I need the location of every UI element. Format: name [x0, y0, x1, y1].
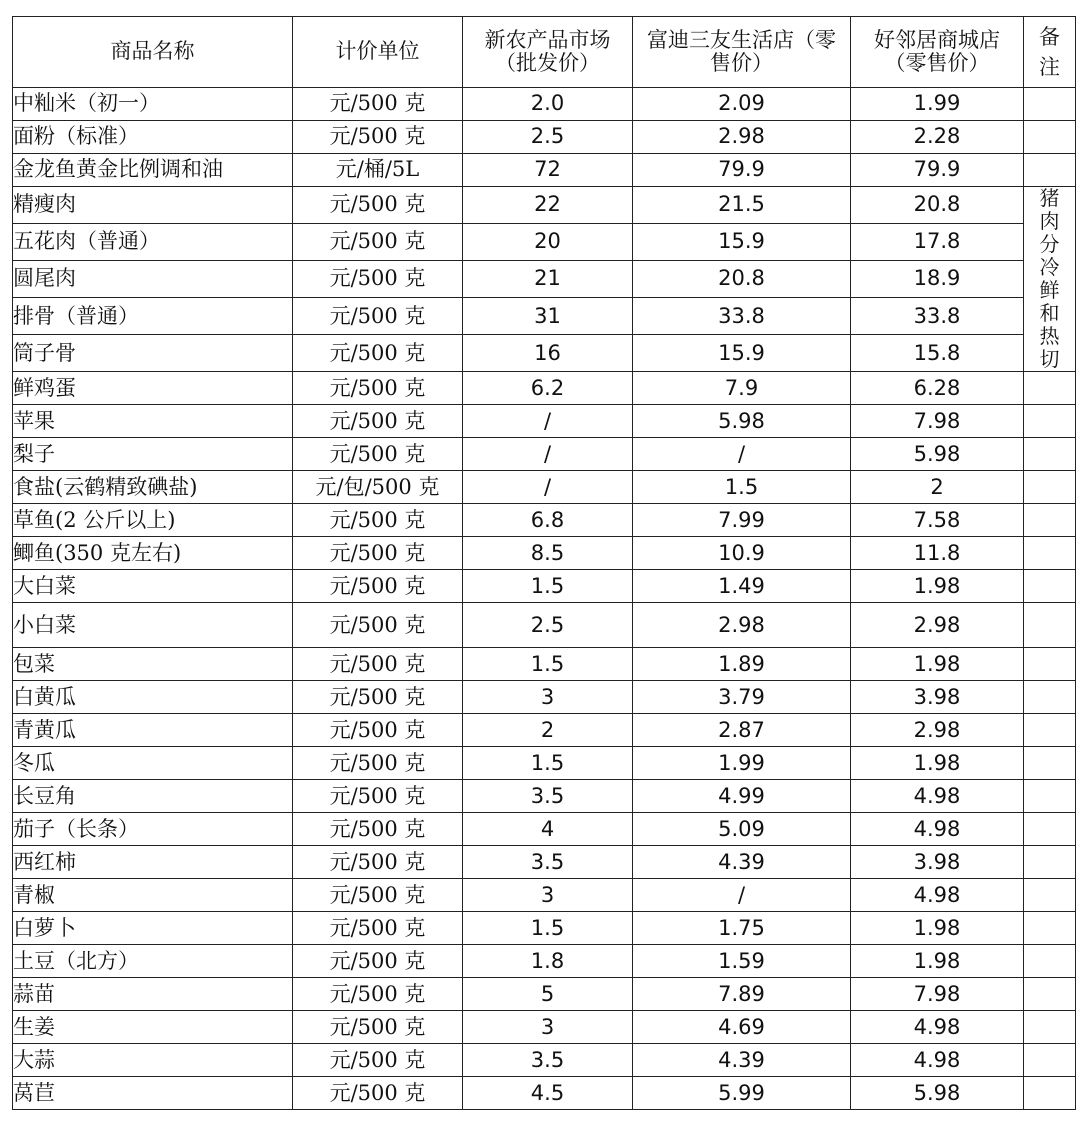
cell-unit: 元/500 克	[293, 438, 463, 471]
cell-wholesale-price: 2.0	[463, 88, 633, 121]
cell-retail-price-store1: 20.8	[633, 261, 851, 298]
cell-name: 五花肉（普通）	[13, 224, 293, 261]
cell-wholesale-price: 31	[463, 298, 633, 335]
cell-unit: 元/500 克	[293, 681, 463, 714]
cell-unit: 元/500 克	[293, 780, 463, 813]
cell-retail-price-store2: 2.98	[851, 603, 1024, 648]
cell-retail-price-store1: 15.9	[633, 335, 851, 372]
cell-retail-price-store2: 1.98	[851, 912, 1024, 945]
cell-wholesale-price: 8.5	[463, 537, 633, 570]
cell-unit: 元/500 克	[293, 1044, 463, 1077]
cell-name: 西红柿	[13, 846, 293, 879]
table-row	[13, 648, 1076, 681]
cell-wholesale-price: 5	[463, 978, 633, 1011]
table-row	[13, 978, 1076, 1011]
header-unit: 计价单位	[293, 17, 463, 88]
cell-retail-price-store1: 2.09	[633, 88, 851, 121]
cell-note	[1024, 978, 1076, 1011]
header-market3	[851, 17, 1024, 88]
cell-unit: 元/500 克	[293, 813, 463, 846]
cell-name: 筒子骨	[13, 335, 293, 372]
header-market2	[633, 17, 851, 88]
cell-note	[1024, 1044, 1076, 1077]
header-row	[13, 17, 1076, 88]
table-row	[13, 372, 1076, 405]
cell-retail-price-store2: 4.98	[851, 879, 1024, 912]
cell-note	[1024, 747, 1076, 780]
cell-name: 茄子（长条）	[13, 813, 293, 846]
cell-wholesale-price: 2.5	[463, 603, 633, 648]
cell-name: 白萝卜	[13, 912, 293, 945]
cell-retail-price-store1: 2.87	[633, 714, 851, 747]
header-name: 商品名称	[13, 17, 293, 88]
cell-note	[1024, 537, 1076, 570]
cell-retail-price-store1: 15.9	[633, 224, 851, 261]
cell-retail-price-store1: 7.9	[633, 372, 851, 405]
cell-retail-price-store2: 5.98	[851, 1077, 1024, 1110]
cell-retail-price-store2: 2	[851, 471, 1024, 504]
cell-retail-price-store1: 1.75	[633, 912, 851, 945]
cell-note	[1024, 88, 1076, 121]
cell-unit: 元/500 克	[293, 747, 463, 780]
cell-retail-price-store2: 3.98	[851, 846, 1024, 879]
header-note-text: 备注	[1039, 25, 1060, 79]
cell-name: 圆尾肉	[13, 261, 293, 298]
cell-retail-price-store1: 1.59	[633, 945, 851, 978]
cell-unit: 元/500 克	[293, 1077, 463, 1110]
cell-retail-price-store2: 4.98	[851, 780, 1024, 813]
cell-unit: 元/500 克	[293, 879, 463, 912]
cell-wholesale-price: 2.5	[463, 121, 633, 154]
cell-retail-price-store1: 2.98	[633, 121, 851, 154]
cell-retail-price-store1: 21.5	[633, 187, 851, 224]
cell-unit: 元/500 克	[293, 978, 463, 1011]
cell-name: 长豆角	[13, 780, 293, 813]
table-row	[13, 603, 1076, 648]
cell-name: 草鱼(2 公斤以上)	[13, 504, 293, 537]
cell-wholesale-price: 6.8	[463, 504, 633, 537]
table-row	[13, 780, 1076, 813]
cell-retail-price-store1: 5.09	[633, 813, 851, 846]
cell-name: 苹果	[13, 405, 293, 438]
cell-name: 生姜	[13, 1011, 293, 1044]
cell-unit: 元/500 克	[293, 912, 463, 945]
cell-unit: 元/包/500 克	[293, 471, 463, 504]
cell-wholesale-price: 3.5	[463, 846, 633, 879]
cell-name: 鲫鱼(350 克左右)	[13, 537, 293, 570]
cell-unit: 元/500 克	[293, 846, 463, 879]
cell-retail-price-store1: /	[633, 879, 851, 912]
cell-name: 排骨（普通）	[13, 298, 293, 335]
cell-wholesale-price: 21	[463, 261, 633, 298]
header-market2-text: 富迪三友生活店（零售价）	[647, 27, 836, 75]
price-comparison-table	[12, 16, 1076, 1110]
table-row	[13, 504, 1076, 537]
cell-retail-price-store2: 79.9	[851, 154, 1024, 187]
table-row	[13, 405, 1076, 438]
table-row	[13, 121, 1076, 154]
table-row	[13, 1011, 1076, 1044]
cell-retail-price-store2: 4.98	[851, 1011, 1024, 1044]
cell-retail-price-store1: 1.5	[633, 471, 851, 504]
cell-retail-price-store1: /	[633, 438, 851, 471]
table-row	[13, 1077, 1076, 1110]
table-row	[13, 335, 1076, 372]
cell-note	[1024, 912, 1076, 945]
cell-retail-price-store2: 20.8	[851, 187, 1024, 224]
cell-unit: 元/500 克	[293, 298, 463, 335]
cell-name: 小白菜	[13, 603, 293, 648]
header-note	[1024, 17, 1076, 88]
cell-unit: 元/500 克	[293, 405, 463, 438]
cell-retail-price-store2: 3.98	[851, 681, 1024, 714]
cell-wholesale-price: 1.5	[463, 747, 633, 780]
pork-note-text: 猪肉分冷鲜和热切	[1039, 186, 1060, 371]
cell-retail-price-store1: 4.39	[633, 1044, 851, 1077]
cell-retail-price-store2: 15.8	[851, 335, 1024, 372]
cell-wholesale-price: 16	[463, 335, 633, 372]
cell-unit: 元/500 克	[293, 88, 463, 121]
cell-wholesale-price: 72	[463, 154, 633, 187]
cell-wholesale-price: /	[463, 438, 633, 471]
cell-unit: 元/500 克	[293, 335, 463, 372]
cell-unit: 元/500 克	[293, 570, 463, 603]
cell-wholesale-price: 3	[463, 879, 633, 912]
cell-name: 食盐(云鹤精致碘盐)	[13, 471, 293, 504]
cell-wholesale-price: 1.5	[463, 912, 633, 945]
cell-retail-price-store1: 3.79	[633, 681, 851, 714]
cell-retail-price-store1: 7.89	[633, 978, 851, 1011]
cell-wholesale-price: 2	[463, 714, 633, 747]
cell-wholesale-price: 3	[463, 681, 633, 714]
cell-retail-price-store2: 1.98	[851, 570, 1024, 603]
cell-retail-price-store2: 7.98	[851, 405, 1024, 438]
cell-unit: 元/500 克	[293, 648, 463, 681]
table-row	[13, 224, 1076, 261]
cell-note	[1024, 570, 1076, 603]
cell-unit: 元/500 克	[293, 372, 463, 405]
cell-unit: 元/500 克	[293, 187, 463, 224]
cell-retail-price-store1: 2.98	[633, 603, 851, 648]
cell-name: 梨子	[13, 438, 293, 471]
cell-wholesale-price: 6.2	[463, 372, 633, 405]
cell-name: 大蒜	[13, 1044, 293, 1077]
cell-retail-price-store1: 7.99	[633, 504, 851, 537]
cell-note	[1024, 1077, 1076, 1110]
cell-name: 面粉（标准）	[13, 121, 293, 154]
cell-name: 包菜	[13, 648, 293, 681]
table-row	[13, 714, 1076, 747]
cell-retail-price-store2: 1.98	[851, 648, 1024, 681]
cell-name: 土豆（北方）	[13, 945, 293, 978]
table-row	[13, 298, 1076, 335]
cell-retail-price-store2: 1.99	[851, 88, 1024, 121]
cell-name: 青椒	[13, 879, 293, 912]
cell-wholesale-price: 1.5	[463, 648, 633, 681]
cell-retail-price-store2: 7.98	[851, 978, 1024, 1011]
cell-name: 金龙鱼黄金比例调和油	[13, 154, 293, 187]
table-row	[13, 187, 1076, 224]
cell-retail-price-store2: 4.98	[851, 1044, 1024, 1077]
cell-wholesale-price: 1.8	[463, 945, 633, 978]
table-row	[13, 912, 1076, 945]
table-row	[13, 471, 1076, 504]
cell-note-pork	[1024, 187, 1076, 372]
cell-note	[1024, 1011, 1076, 1044]
cell-retail-price-store2: 2.28	[851, 121, 1024, 154]
cell-note	[1024, 471, 1076, 504]
header-market1-text: 新农产品市场（批发价）	[484, 27, 611, 75]
cell-wholesale-price: 1.5	[463, 570, 633, 603]
header-market1	[463, 17, 633, 88]
cell-retail-price-store1: 33.8	[633, 298, 851, 335]
cell-note	[1024, 438, 1076, 471]
cell-note	[1024, 405, 1076, 438]
cell-retail-price-store2: 1.98	[851, 747, 1024, 780]
cell-retail-price-store1: 4.99	[633, 780, 851, 813]
cell-retail-price-store2: 1.98	[851, 945, 1024, 978]
cell-note	[1024, 681, 1076, 714]
cell-retail-price-store2: 33.8	[851, 298, 1024, 335]
table-row	[13, 88, 1076, 121]
cell-name: 大白菜	[13, 570, 293, 603]
cell-name: 蒜苗	[13, 978, 293, 1011]
cell-note	[1024, 846, 1076, 879]
cell-note	[1024, 714, 1076, 747]
cell-retail-price-store2: 7.58	[851, 504, 1024, 537]
table-row	[13, 813, 1076, 846]
table-row	[13, 438, 1076, 471]
cell-wholesale-price: /	[463, 471, 633, 504]
cell-note	[1024, 372, 1076, 405]
cell-unit: 元/500 克	[293, 504, 463, 537]
cell-retail-price-store1: 1.99	[633, 747, 851, 780]
cell-name: 鲜鸡蛋	[13, 372, 293, 405]
cell-retail-price-store2: 4.98	[851, 813, 1024, 846]
cell-unit: 元/桶/5L	[293, 154, 463, 187]
cell-retail-price-store1: 79.9	[633, 154, 851, 187]
table-row	[13, 945, 1076, 978]
cell-name: 精瘦肉	[13, 187, 293, 224]
cell-unit: 元/500 克	[293, 603, 463, 648]
table-row	[13, 846, 1076, 879]
cell-retail-price-store1: 5.98	[633, 405, 851, 438]
cell-name: 白黄瓜	[13, 681, 293, 714]
cell-wholesale-price: 4	[463, 813, 633, 846]
table-row	[13, 570, 1076, 603]
cell-retail-price-store2: 17.8	[851, 224, 1024, 261]
cell-unit: 元/500 克	[293, 121, 463, 154]
cell-retail-price-store2: 18.9	[851, 261, 1024, 298]
table-row	[13, 879, 1076, 912]
cell-wholesale-price: 3	[463, 1011, 633, 1044]
cell-note	[1024, 603, 1076, 648]
cell-unit: 元/500 克	[293, 1011, 463, 1044]
cell-wholesale-price: 4.5	[463, 1077, 633, 1110]
cell-name: 冬瓜	[13, 747, 293, 780]
table-row	[13, 154, 1076, 187]
cell-retail-price-store2: 6.28	[851, 372, 1024, 405]
cell-wholesale-price: 3.5	[463, 1044, 633, 1077]
cell-unit: 元/500 克	[293, 224, 463, 261]
cell-unit: 元/500 克	[293, 714, 463, 747]
cell-note	[1024, 154, 1076, 187]
table-row	[13, 261, 1076, 298]
cell-retail-price-store2: 2.98	[851, 714, 1024, 747]
cell-retail-price-store2: 11.8	[851, 537, 1024, 570]
cell-name: 青黄瓜	[13, 714, 293, 747]
cell-wholesale-price: 20	[463, 224, 633, 261]
cell-retail-price-store1: 1.49	[633, 570, 851, 603]
cell-retail-price-store2: 5.98	[851, 438, 1024, 471]
cell-name: 中籼米（初一）	[13, 88, 293, 121]
cell-wholesale-price: 22	[463, 187, 633, 224]
table-row	[13, 747, 1076, 780]
cell-retail-price-store1: 4.39	[633, 846, 851, 879]
cell-note	[1024, 648, 1076, 681]
cell-retail-price-store1: 5.99	[633, 1077, 851, 1110]
cell-wholesale-price: 3.5	[463, 780, 633, 813]
cell-note	[1024, 945, 1076, 978]
cell-note	[1024, 780, 1076, 813]
cell-unit: 元/500 克	[293, 261, 463, 298]
cell-name: 莴苣	[13, 1077, 293, 1110]
header-market3-text: 好邻居商城店（零售价）	[874, 27, 1000, 75]
cell-note	[1024, 121, 1076, 154]
table-row	[13, 537, 1076, 570]
cell-retail-price-store1: 10.9	[633, 537, 851, 570]
cell-retail-price-store1: 1.89	[633, 648, 851, 681]
cell-note	[1024, 813, 1076, 846]
cell-note	[1024, 879, 1076, 912]
cell-unit: 元/500 克	[293, 537, 463, 570]
cell-note	[1024, 504, 1076, 537]
table-body	[13, 88, 1076, 1110]
cell-unit: 元/500 克	[293, 945, 463, 978]
cell-wholesale-price: /	[463, 405, 633, 438]
cell-retail-price-store1: 4.69	[633, 1011, 851, 1044]
table-row	[13, 681, 1076, 714]
table-row	[13, 1044, 1076, 1077]
